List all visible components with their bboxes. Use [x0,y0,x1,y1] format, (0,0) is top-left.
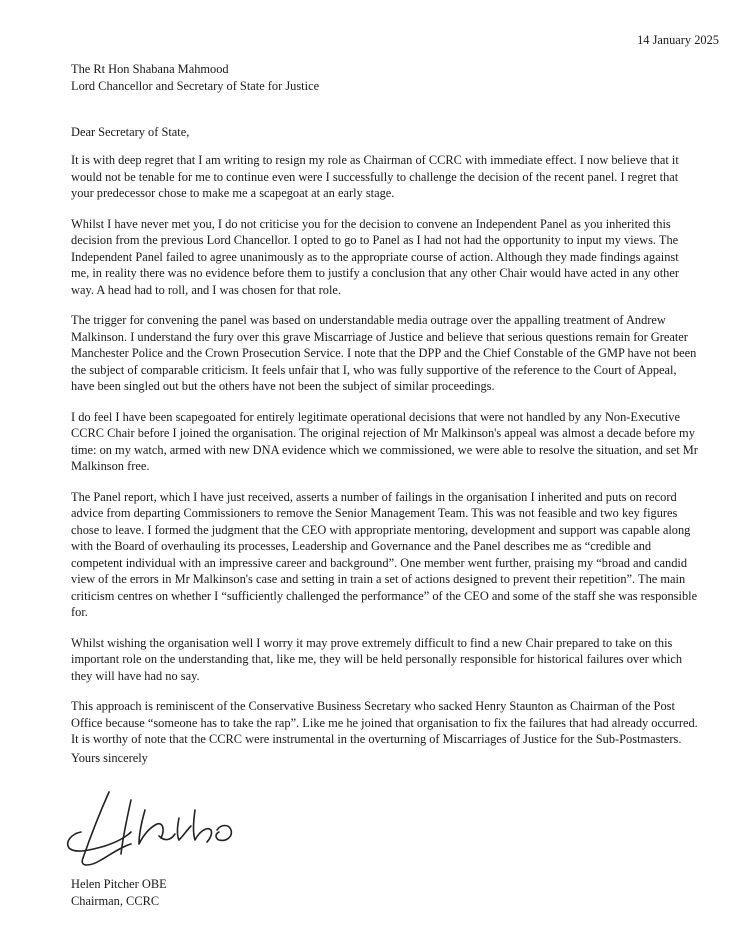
paragraph-2: Whilst I have never met you, I do not criticise you for the decision to convene an Independent Panel as you inherited this decision from the previous Lord Chancellor. I opted to go to Panel as I had not had the opportunity to input my views. The Independent Panel failed to agree unanimously as to the appropriate course of action. Although they made findings against me, in reality there was no evidence before them to justify a conclusion that any other Chair would have acted in any other way. A head had to roll, and I was chosen for that role. [71,216,679,297]
signer-title: Chairman, CCRC [71,893,160,908]
letter-body [71,152,699,762]
paragraph-4: I do feel I have been scapegoated for entirely legitimate operational decisions that were not handled by any Non-Executive CCRC Chair before I joined the organisation. The original rejection of Mr Malkinson's appeal was almost a decade before my time: on my watch, armed with new DNA evidence which we commissioned, we were able to resolve the situation, and set Mr Malkinson free. [71,409,698,473]
handwritten-signature [61,780,261,880]
salutation: Dear Secretary of State, [71,125,190,139]
letter-date: 14 January 2025 [637,33,719,47]
paragraph-5: The Panel report, which I have just received, asserts a number of failings in the organisation I inherited and puts on record advice from departing Commissioners to remove the Senior Management Team. This was not feasible and two key figures chose to leave. I formed the judgment that the CEO with appropriate mentoring, development and support was capable along with the Board of overhauling its processes, Leadership and Governance and the Panel describes me as “credible and competent individual with an impressive career and background”. One member went further, praising my “broad and candid view of the errors in Mr Malkinson's case and setting in train a set of actions designed to prevent their repetition”. The main criticism centres on whether I “sufficiently challenged the performance” of the CEO and some of the staff she was responsible for. [71,489,698,619]
closing: Yours sincerely [71,751,148,765]
recipient-title: Lord Chancellor and Secretary of State for Justice [71,78,320,93]
recipient-name: The Rt Hon Shabana Mahmood [71,62,229,76]
paragraph-3: The trigger for convening the panel was based on understandable media outrage over the appalling treatment of Andrew Malkinson. I understand the fury over this grave Miscarriage of Justice and believe that serious questions remain for Greater Manchester Police and the Crown Prosecution Service. I note that the DPP and the Chief Constable of the GMP have not been the subject of comparable criticism. It feels unfair that I, who was fully supportive of the reference to the Court of Appeal, have been singled out but the others have not been the subject of similar proceedings. [71,313,697,393]
signer-name: Helen Pitcher OBE [71,877,167,891]
paragraph-7: This approach is reminiscent of the Conservative Business Secretary who sacked Henry Staunton as Chairman of the Post Office because “someone has to take the rap”. Like me he joined that organisation to fix the failures that had already occurred. It is worthy of note that the CCRC were instrumental in the overturning of Miscarriages of Justice for the Sub-Postmasters. [71,699,698,746]
paragraph-6: Whilst wishing the organisation well I worry it may prove extremely difficult to find a new Chair prepared to take on this important role on the understanding that, like me, they will be held personally responsible for historical failures over which they will have had no say. [71,635,683,683]
signer-block [71,876,167,909]
recipient-block [71,61,319,94]
paragraph-1: It is with deep regret that I am writing to resign my role as Chairman of CCRC with immediate effect. I now believe that it would not be tenable for me to continue even were I successfully to challenge the decision of the recent panel. I regret that your predecessor chose to make me a scapegoat at an early stage. [71,153,679,200]
